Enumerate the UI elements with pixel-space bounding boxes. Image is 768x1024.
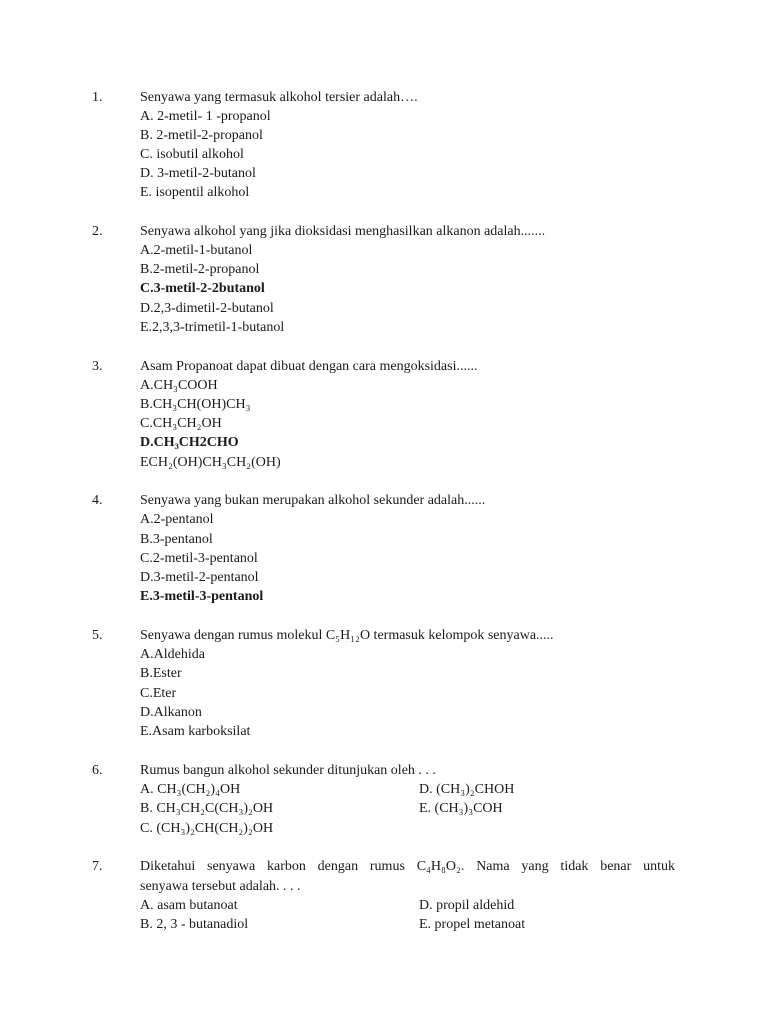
answer-option: ECH₂(OH)CH₃CH₂(OH) (140, 455, 281, 470)
answer-option: A.2-pentanol (140, 512, 214, 527)
answer-option: D. (CH₃)₂CHOH (419, 782, 515, 797)
answer-option-highlighted: C.3-metil-2-2butanol (140, 281, 265, 296)
answer-option: B.3-pentanol (140, 532, 213, 547)
question-stem: Senyawa dengan rumus molekul C₅H₁₂O termasuk kelompok senyawa..... (140, 628, 554, 643)
question-number: 6. (92, 763, 103, 778)
question-stem: Diketahui senyawa karbon dengan rumus C₄H₈O₂. Nama yang tidak benar untuk (140, 859, 675, 874)
answer-option: A. CH₃(CH₂)₄OH (140, 782, 241, 797)
answer-option: A.CH₃COOH (140, 378, 218, 393)
question-number: 7. (92, 859, 103, 874)
answer-option-highlighted: E.3-metil-3-pentanol (140, 589, 264, 604)
answer-option: C. (CH₃)₂CH(CH₂)₂OH (140, 821, 274, 836)
question-number: 2. (92, 224, 103, 239)
answer-option: B.2-metil-2-propanol (140, 262, 260, 277)
answer-option: A.2-metil-1-butanol (140, 243, 253, 258)
answer-option: D. 3-metil-2-butanol (140, 166, 256, 181)
answer-option: B. 2-metil-2-propanol (140, 128, 263, 143)
answer-option: B. CH₃CH₂C(CH₃)₂OH (140, 801, 274, 816)
answer-option: D.3-metil-2-pentanol (140, 570, 259, 585)
answer-option: A. 2-metil- 1 -propanol (140, 109, 271, 124)
question-number: 3. (92, 359, 103, 374)
question-stem: Senyawa alkohol yang jika dioksidasi menghasilkan alkanon adalah....... (140, 224, 546, 239)
question-stem: Asam Propanoat dapat dibuat dengan cara mengoksidasi...... (140, 359, 478, 374)
answer-option: D. propil aldehid (419, 898, 515, 913)
answer-option: A.Aldehida (140, 647, 205, 662)
answer-option: E. (CH₃)₃COH (419, 801, 503, 816)
answer-option-highlighted: D.CH₃CH2CHO (140, 435, 239, 450)
answer-option: A. asam butanoat (140, 898, 238, 913)
question-stem: Senyawa yang bukan merupakan alkohol sekunder adalah...... (140, 493, 486, 508)
answer-option: E.2,3,3-trimetil-1-butanol (140, 320, 285, 335)
question-stem-continued: senyawa tersebut adalah. . . . (140, 879, 301, 894)
question-number: 1. (92, 90, 103, 105)
question-stem: Rumus bangun alkohol sekunder ditunjukan oleh . . . (140, 763, 436, 778)
answer-option: B.Ester (140, 666, 182, 681)
answer-option: D.2,3-dimetil-2-butanol (140, 301, 274, 316)
answer-option: B. 2, 3 - butanadiol (140, 917, 249, 932)
answer-option: C.2-metil-3-pentanol (140, 551, 258, 566)
answer-option: C.CH₃CH₂OH (140, 416, 222, 431)
question-number: 5. (92, 628, 103, 643)
answer-option: E. isopentil alkohol (140, 185, 250, 200)
answer-option: E. propel metanoat (419, 917, 526, 932)
answer-option: B.CH₃CH(OH)CH₃ (140, 397, 251, 412)
answer-option: E.Asam karboksilat (140, 724, 251, 739)
answer-option: D.Alkanon (140, 705, 202, 720)
answer-option: C. isobutil alkohol (140, 147, 244, 162)
answer-option: C.Eter (140, 686, 177, 701)
question-stem: Senyawa yang termasuk alkohol tersier adalah…. (140, 90, 418, 105)
question-number: 4. (92, 493, 103, 508)
